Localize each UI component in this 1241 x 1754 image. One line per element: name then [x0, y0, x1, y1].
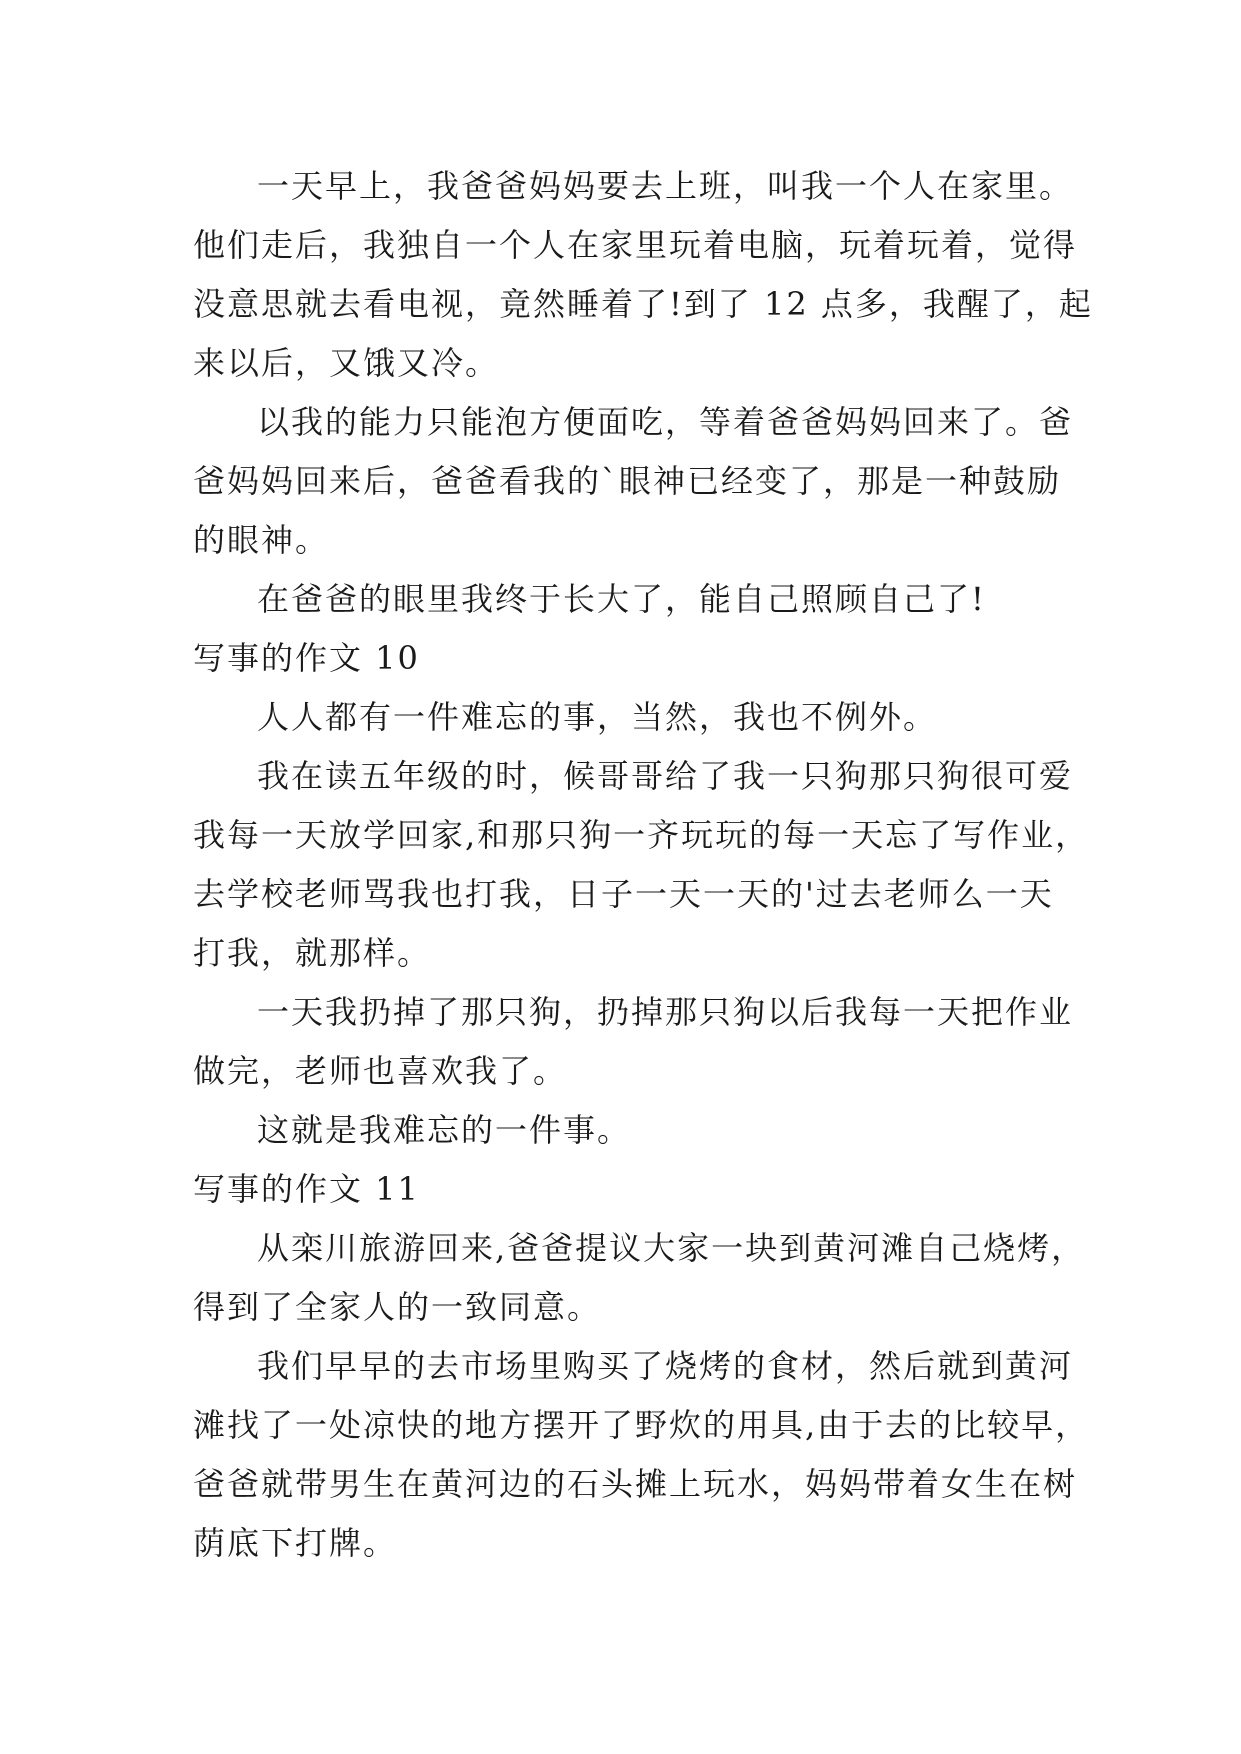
section-heading: 写事的作文 11	[193, 1170, 420, 1208]
text-line: 去学校老师骂我也打我，日子一天一天的'过去老师么一天	[193, 875, 1054, 913]
text-line: 来以后，又饿又冷。	[193, 344, 500, 382]
text-line: 一天早上，我爸爸妈妈要去上班，叫我一个人在家里。	[257, 167, 1074, 205]
text-line: 得到了全家人的一致同意。	[193, 1288, 602, 1326]
text-line: 这就是我难忘的一件事。	[257, 1111, 632, 1149]
text-line: 的眼神。	[193, 521, 330, 559]
text-line: 一天我扔掉了那只狗，扔掉那只狗以后我每一天把作业	[257, 993, 1074, 1031]
text-line: 人人都有一件难忘的事，当然，我也不例外。	[257, 698, 938, 736]
text-line: 在爸爸的眼里我终于长大了，能自己照顾自己了!	[257, 580, 986, 618]
text-line: 没意思就去看电视，竟然睡着了!到了 12 点多，我醒了，起	[193, 285, 1093, 323]
text-line: 从栾川旅游回来,爸爸提议大家一块到黄河滩自己烧烤，	[257, 1229, 1086, 1267]
text-line: 我们早早的去市场里购买了烧烤的食材，然后就到黄河	[257, 1347, 1074, 1385]
text-line: 我在读五年级的时，候哥哥给了我一只狗那只狗很可爱	[257, 757, 1074, 795]
text-line: 爸爸就带男生在黄河边的石头摊上玩水，妈妈带着女生在树	[193, 1465, 1078, 1503]
text-line: 打我，就那样。	[193, 934, 432, 972]
text-line: 我每一天放学回家,和那只狗一齐玩玩的每一天忘了写作业，	[193, 816, 1090, 854]
text-line: 爸妈妈回来后，爸爸看我的`眼神已经变了，那是一种鼓励	[193, 462, 1062, 500]
text-line: 以我的能力只能泡方便面吃，等着爸爸妈妈回来了。爸	[257, 403, 1074, 441]
text-line: 他们走后，我独自一个人在家里玩着电脑，玩着玩着，觉得	[193, 226, 1078, 264]
text-line: 荫底下打牌。	[193, 1524, 398, 1562]
text-line: 做完，老师也喜欢我了。	[193, 1052, 568, 1090]
text-line: 滩找了一处凉快的地方摆开了野炊的用具,由于去的比较早，	[193, 1406, 1090, 1444]
section-heading: 写事的作文 10	[193, 639, 420, 677]
